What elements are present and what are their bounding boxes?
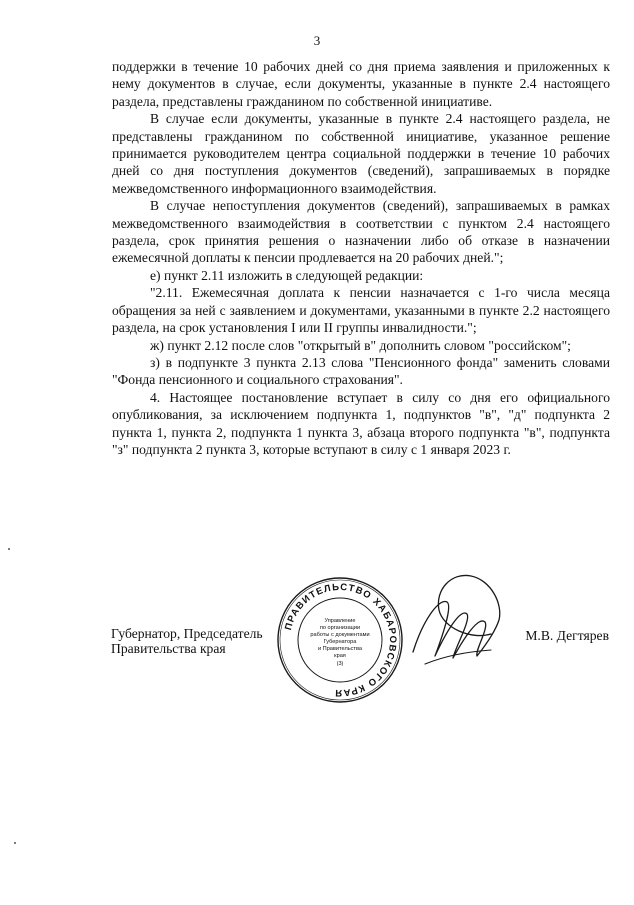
- paragraph-6: ж) пункт 2.12 после слов "открытый в" дополнить словом "российском";: [150, 337, 571, 353]
- signatory-position: [111, 626, 263, 656]
- document-body: [112, 58, 610, 458]
- paragraph-2: В случае если документы, указанные в пункте 2.4 настоящего раздела, не представлены гражданином по собственной инициативе, указанное решение принимается руководителем центра социальной поддержки в течение 10 рабочих дней со дня поступления документов (сведений), запрашиваемых в порядке межведомственного информационного взаимодействия.: [112, 111, 610, 196]
- seal-inner-line-4: Губернатора: [323, 639, 357, 645]
- paragraph-7: з) в подпункте 3 пункта 2.13 слова "Пенсионного фонда" заменить словами "Фонда пенсионного и социального страхования".: [112, 354, 610, 388]
- page-number: 3: [313, 33, 321, 48]
- seal-inner-line-2: по организации: [319, 625, 361, 631]
- seal-inner-line-3: работы с документами: [310, 632, 370, 638]
- paragraph-8: 4. Настоящее постановление вступает в силу со дня его официального опубликования, за исключением подпункта 1, подпунктов "в", "д" подпункта 2 пункта 1, пункта 2, подпункта 1 пункта 3, абзаца второго подпункта "в", подпункта "з" подпункта 2 пункта 3, которые вступают в силу с 1 января 2023 г.: [112, 389, 610, 457]
- paragraph-3: В случае непоступления документов (сведений), запрашиваемых в рамках межведомственного взаимодействия в соответствии с пунктом 2.4 настоящего раздела, срок принятия решения о назначении либо об отказе в назначении ежемесячной доплаты к пенсии продлевается на 20 рабочих дней.";: [112, 198, 610, 266]
- scan-speck: [8, 548, 10, 550]
- seal-number: (3): [336, 661, 344, 667]
- paragraph-1: поддержки в течение 10 рабочих дней со дня приема заявления и приложенных к нему документов в случае, если документы, указанные в пункте 2.4 настоящего раздела, представлены гражданином по собственной инициативе.: [112, 59, 610, 109]
- paragraph-5: "2.11. Ежемесячная доплата к пенсии назначается с 1-го числа месяца обращения за ней с заявлением и документами, указанными в пункте 2.2 настоящего раздела, на срок установления I или II группы инвалидности.";: [112, 285, 610, 336]
- signatory-position-line2: Правительства края: [111, 641, 226, 656]
- signatory-position-line1: Губернатор, Председатель: [111, 626, 263, 641]
- official-seal: [275, 575, 405, 705]
- paragraph-4: е) пункт 2.11 изложить в следующей редакции:: [150, 267, 424, 283]
- seal-outer-text: ПРАВИТЕЛЬСТВО ХАБАРОВСКОГО КРАЯ: [283, 581, 399, 699]
- handwritten-signature: [395, 560, 515, 690]
- signatory-name: М.В. Дегтярев: [525, 628, 609, 643]
- seal-inner-line-6: края: [334, 653, 346, 659]
- scan-speck: [14, 842, 16, 844]
- seal-inner-line-5: и Правительства: [318, 646, 362, 652]
- seal-inner-line-1: Управление: [324, 618, 356, 624]
